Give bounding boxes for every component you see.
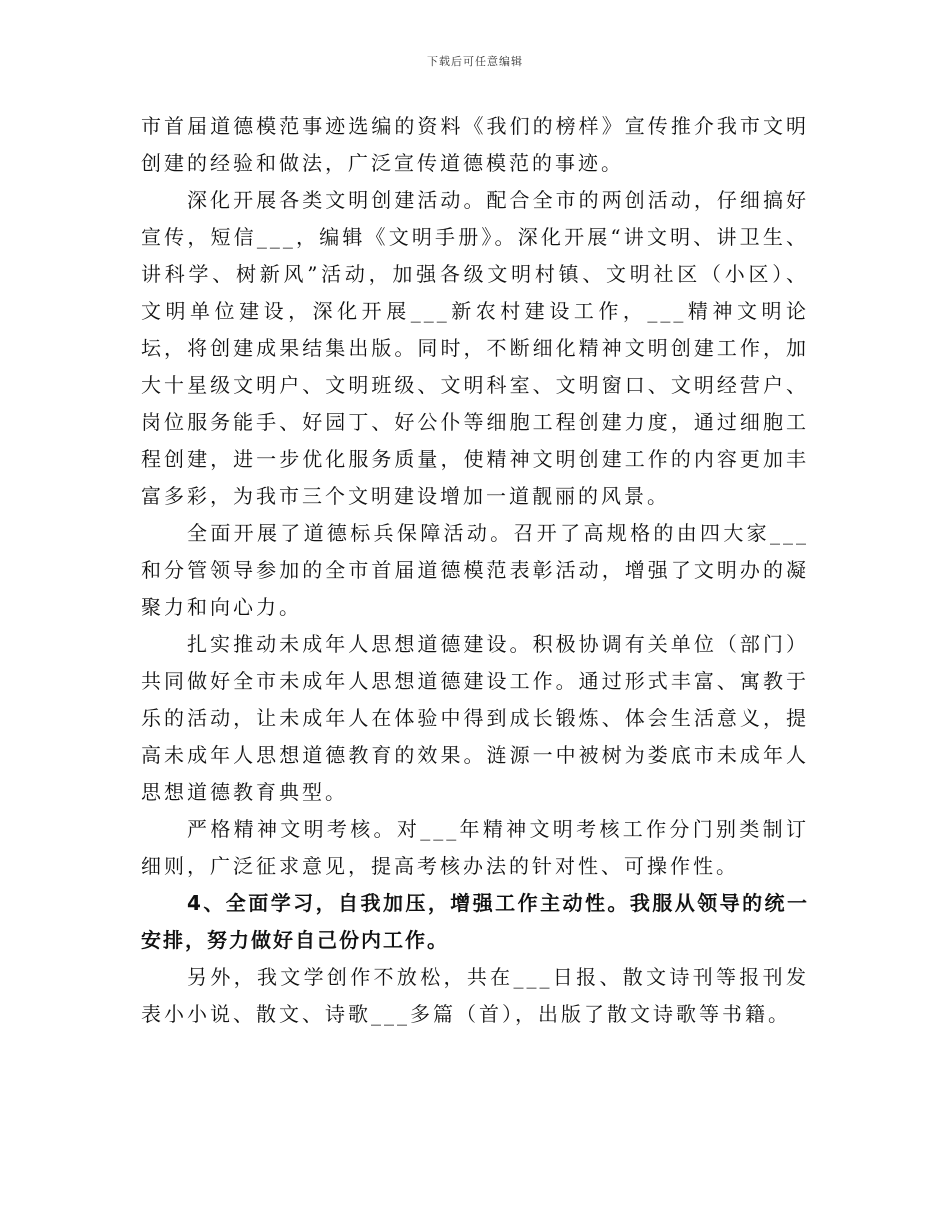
paragraph-assessment: 严格精神文明考核。对___年精神文明考核工作分门别类制订细则，广泛征求意见，提高考核办法的针对性、可操作性。 bbox=[141, 817, 809, 878]
paragraph-minors-moral-building: 扎实推动未成年人思想道德建设。积极协调有关单位（部门）共同做好全市未成年人思想道德建设工作。通过形式丰富、寓教于乐的活动，让未成年人在体验中得到成长锻炼、体会生活意义，提高未成年人思想道德教育的效果。涟源一中被树为娄底市未成年人思想道德教育典型。 bbox=[141, 632, 809, 804]
paragraph-literary-creation: 另外，我文学创作不放松，共在___日报、散文诗刊等报刊发表小小说、散文、诗歌___多篇（首），出版了散文诗歌等书籍。 bbox=[141, 965, 809, 1026]
page-header: 下载后可任意编辑 bbox=[427, 55, 523, 68]
section-heading-4: 4、全面学习，自我加压，增强工作主动性。我服从领导的统一安排，努力做好自己份内工作。 bbox=[141, 891, 809, 952]
document-body bbox=[141, 108, 809, 1033]
paragraph-continuation: 市首届道德模范事迹选编的资料《我们的榜样》宣传推介我市文明创建的经验和做法，广泛宣传道德模范的事迹。 bbox=[141, 114, 809, 175]
paragraph-moral-model-activity: 全面开展了道德标兵保障活动。召开了高规格的由四大家___和分管领导参加的全市首届道德模范表彰活动，增强了文明办的凝聚力和向心力。 bbox=[141, 521, 809, 619]
paragraph-civilization-activities: 深化开展各类文明创建活动。配合全市的两创活动，仔细搞好宣传，短信___，编辑《文明手册》。深化开展“讲文明、讲卫生、讲科学、树新风”活动，加强各级文明村镇、文明社区（小区）、文明单位建设，深化开展___新农村建设工作，___精神文明论坛，将创建成果结集出版。同时，不断细化精神文明创建工作，加大十星级文明户、文明班级、文明科室、文明窗口、文明经营户、岗位服务能手、好园丁、好公仆等细胞工程创建力度，通过细胞工程创建，进一步优化服务质量，使精神文明创建工作的内容更加丰富多彩，为我市三个文明建设增加一道靓丽的风景。 bbox=[141, 188, 809, 508]
